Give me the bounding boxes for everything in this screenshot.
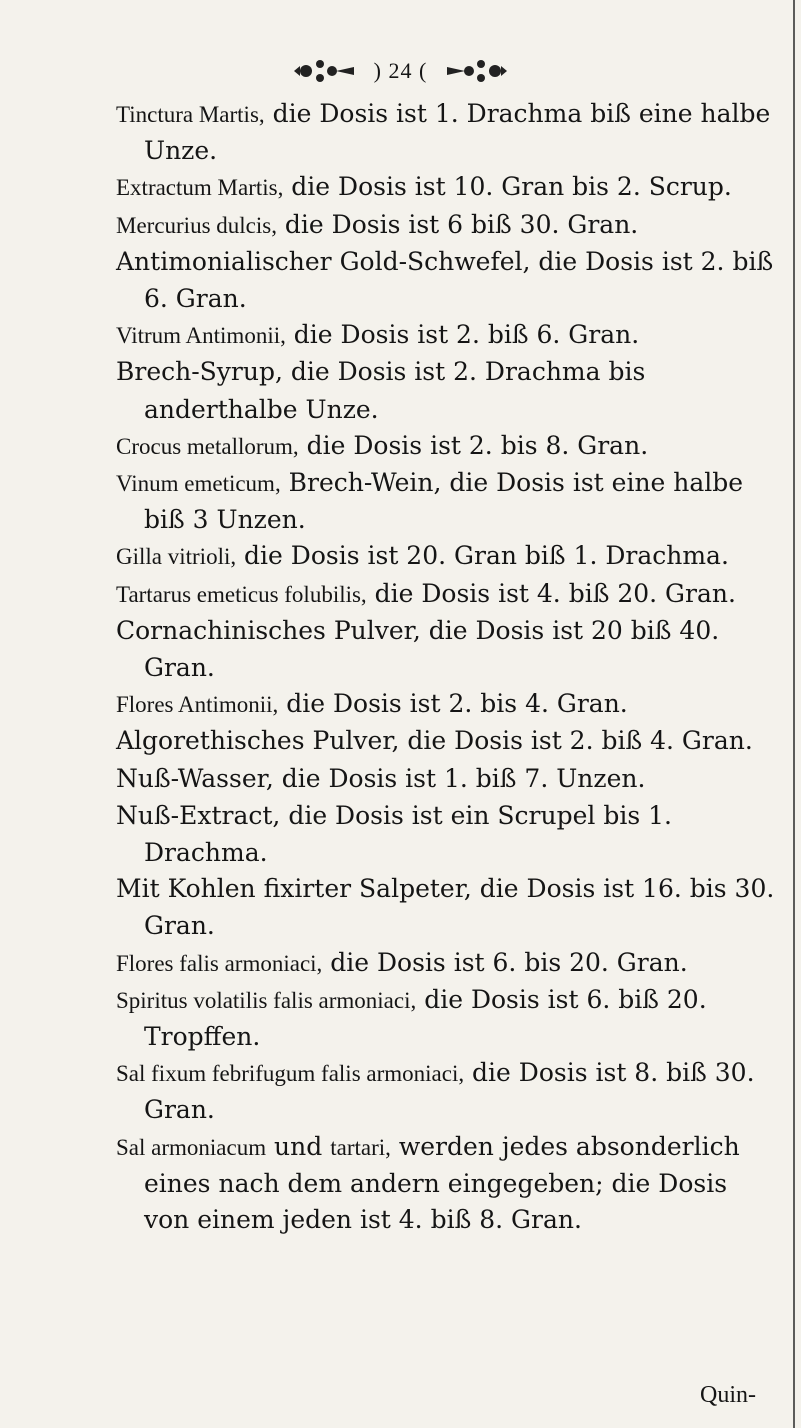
- german-text: Cornachinisches Pulver, die Dosis ist 20 biß 40. Gran.: [116, 615, 720, 683]
- german-text: die Dosis ist 2. bis 8. Gran.: [298, 430, 649, 460]
- latin-term: Flores Antimonii,: [116, 692, 279, 718]
- latin-term: Gilla vitrioli,: [116, 544, 237, 570]
- list-item: [116, 207, 778, 244]
- latin-term: Spiritus volatilis falis armoniaci,: [116, 987, 417, 1013]
- latin-term: Sal armoniacum: [116, 1134, 267, 1160]
- german-text: Brech-Wein, die Dosis ist eine halbe biß 3 Unzen.: [144, 468, 744, 535]
- latin-term: Flores falis armoniaci,: [116, 950, 323, 976]
- latin-term: tartari,: [330, 1134, 391, 1160]
- list-item: [116, 538, 778, 575]
- catchword: Quin-: [700, 1382, 756, 1408]
- german-text: die Dosis ist 6. bis 20. Gran.: [322, 947, 688, 977]
- left-ornament-icon: [292, 54, 356, 88]
- german-text: Mit Kohlen fixirter Salpeter, die Dosis ist 16. bis 30. Gran.: [116, 874, 775, 941]
- german-text: die Dosis ist 6. biß 20. Tropffen.: [144, 984, 707, 1052]
- list-item: [116, 686, 778, 723]
- german-text: die Dosis ist 1. Drachma biß eine halbe Unze.: [144, 99, 771, 166]
- latin-term: Tinctura Martis,: [116, 102, 265, 127]
- latin-term: Mercurius dulcis,: [116, 212, 277, 238]
- german-text: Nuß-Wasser, die Dosis ist 1. biß 7. Unzen.: [116, 763, 646, 793]
- list-item: [116, 576, 778, 613]
- german-text: die Dosis ist 4. biß 20. Gran.: [366, 578, 736, 608]
- german-text: werden jedes absonderlich eines nach dem andern eingegeben; die Dosis von einem jeden ist 4. biß 8. Gran.: [144, 1131, 740, 1235]
- list-item: [116, 317, 778, 354]
- german-text: die Dosis ist 6 biß 30. Gran.: [276, 209, 639, 239]
- list-item: [116, 428, 778, 465]
- list-item: [116, 945, 778, 982]
- list-item: [116, 761, 778, 798]
- list-item: [116, 244, 778, 317]
- list-item: [116, 613, 778, 686]
- german-text: die Dosis ist 20. Gran biß 1. Drachma.: [236, 541, 729, 571]
- german-text: Antimonialischer Gold-Schwefel, die Dosis ist 2. biß 6. Gran.: [116, 246, 774, 314]
- dosage-list: [116, 96, 778, 1238]
- german-text: die Dosis ist 2. bis 4. Gran.: [278, 689, 628, 719]
- list-item: [116, 96, 778, 169]
- latin-term: Crocus metallorum,: [116, 433, 299, 459]
- list-item: [116, 871, 778, 944]
- list-item: [116, 1129, 778, 1239]
- german-text: Nuß-Extract, die Dosis ist ein Scrupel bis 1. Drachma.: [116, 800, 672, 868]
- german-text: Brech-Syrup, die Dosis ist 2. Drachma bis anderthalbe Unze.: [116, 357, 646, 424]
- list-item: [116, 982, 778, 1055]
- german-text: die Dosis ist 2. biß 6. Gran.: [285, 320, 640, 350]
- latin-term: Vitrum Antimonii,: [116, 323, 286, 349]
- german-text: Algorethisches Pulver, die Dosis ist 2. biß 4. Gran.: [116, 726, 753, 756]
- list-item: [116, 465, 778, 538]
- latin-term: Tartarus emeticus folubilis,: [116, 581, 367, 607]
- list-item: [116, 723, 778, 760]
- list-item: [116, 169, 778, 206]
- list-item: [116, 798, 778, 871]
- page-edge-line: [793, 0, 795, 1428]
- latin-term: Vinum emeticum,: [116, 471, 281, 497]
- german-text: die Dosis ist 8. biß 30. Gran.: [144, 1058, 755, 1125]
- latin-term: Sal fixum febrifugum falis armoniaci,: [116, 1061, 465, 1087]
- german-text: und: [266, 1131, 331, 1161]
- page-number: ) 24 (: [373, 58, 428, 83]
- list-item: [116, 1055, 778, 1128]
- page-header: [0, 54, 801, 88]
- list-item: [116, 354, 778, 427]
- right-ornament-icon: [445, 54, 509, 88]
- latin-term: Extractum Martis,: [116, 175, 284, 201]
- german-text: die Dosis ist 10. Gran bis 2. Scrup.: [283, 172, 732, 202]
